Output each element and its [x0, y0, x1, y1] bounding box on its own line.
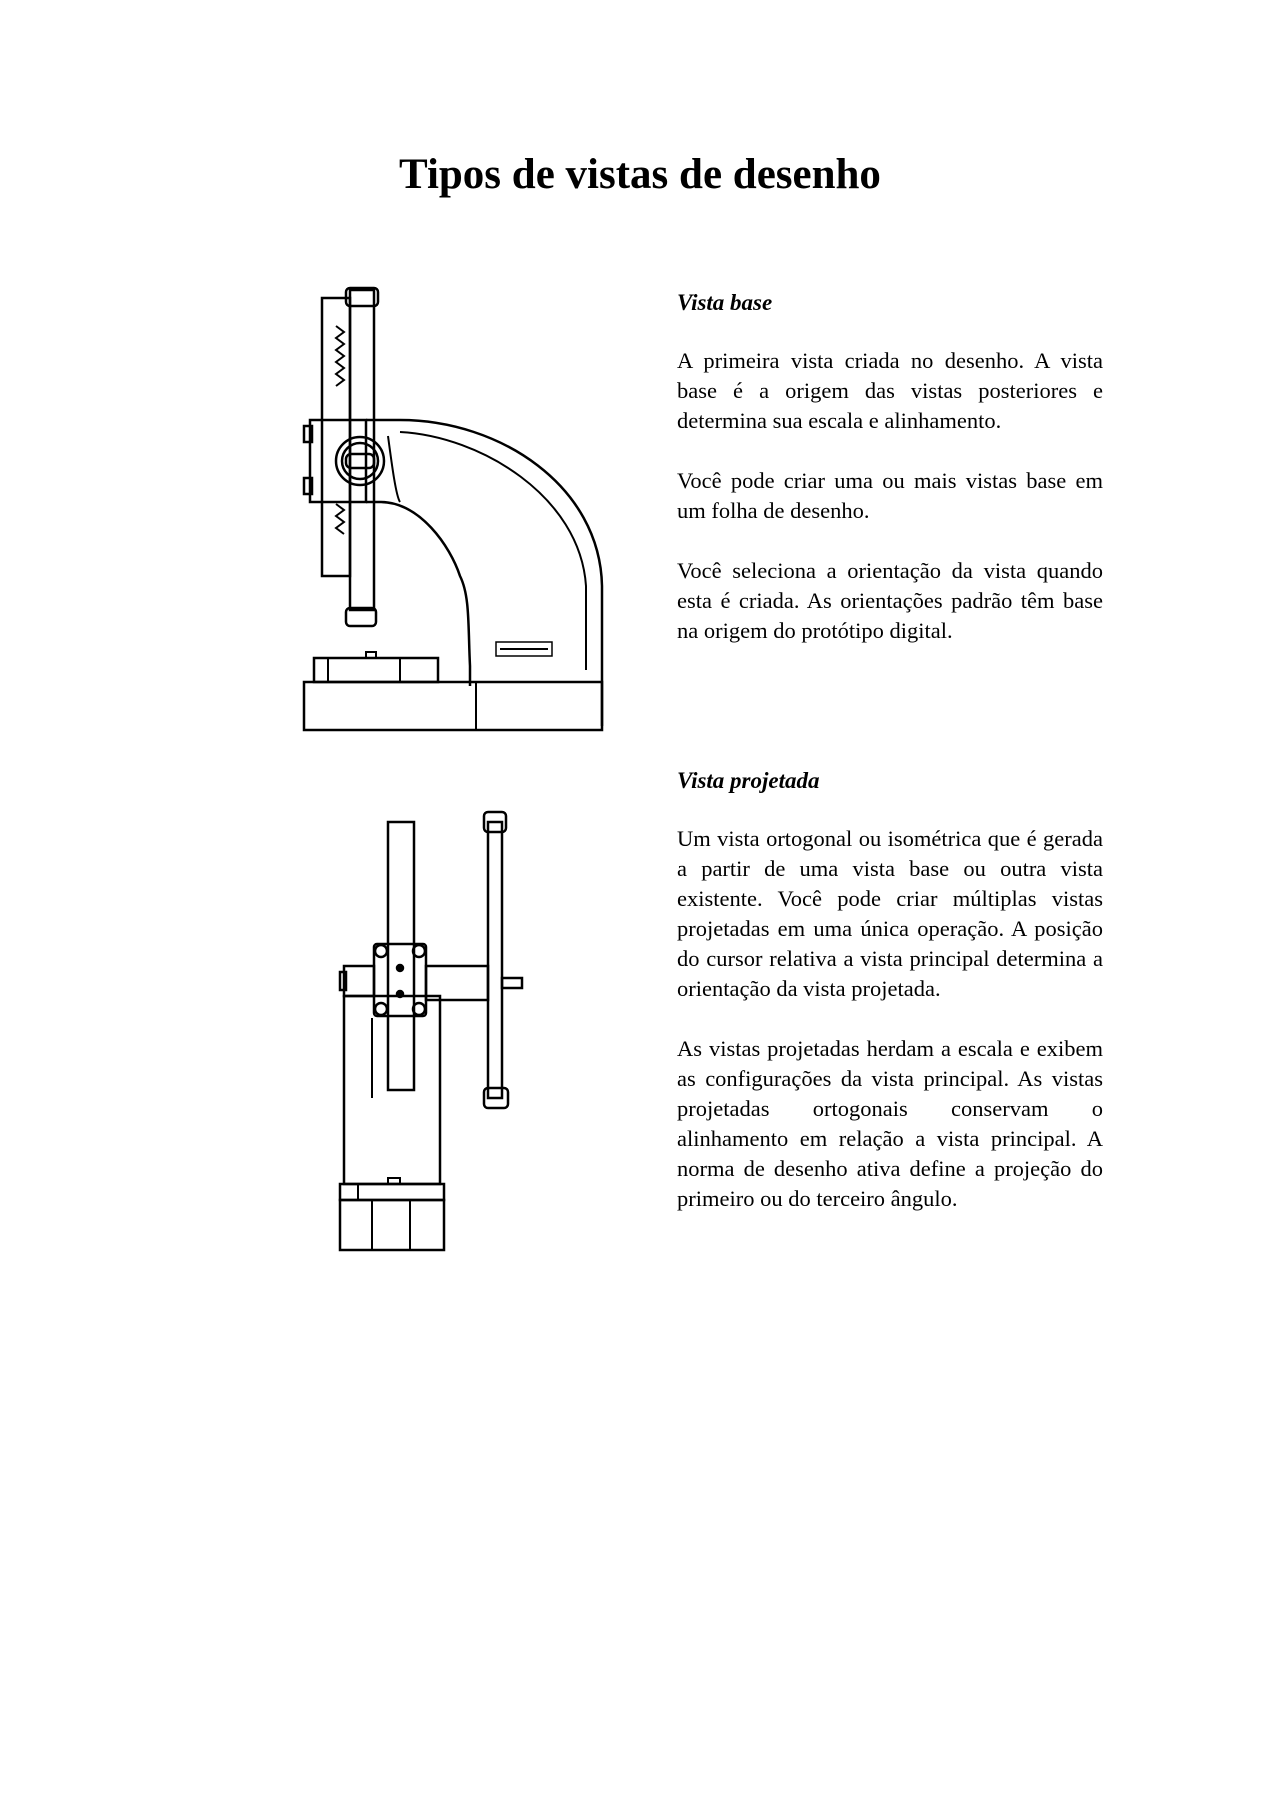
- base-view-drawing: [300, 286, 610, 734]
- section-vista-base: [677, 288, 1103, 676]
- section-heading: Vista projetada: [677, 768, 820, 793]
- section-paragraph: A primeira vista criada no desenho. A vista base é a origem das vistas posteriores e determina sua escala e alinhamento.: [677, 348, 1103, 433]
- page-title: Tipos de vistas de desenho: [399, 151, 881, 198]
- section-paragraph: Um vista ortogonal ou isométrica que é gerada a partir de uma vista base ou outra vista existente. Você pode criar múltiplas vistas projetadas em uma única operação. A posição do cursor relativa a vista principal determina a orientação da vista projetada.: [677, 826, 1103, 1001]
- section-paragraph: Você pode criar uma ou mais vistas base em um folha de desenho.: [677, 468, 1103, 523]
- section-paragraph: Você seleciona a orientação da vista quando esta é criada. As orientações padrão têm base na origem do protótipo digital.: [677, 558, 1103, 643]
- section-heading: Vista base: [677, 290, 773, 315]
- section-paragraph: As vistas projetadas herdam a escala e exibem as configurações da vista principal. As vistas projetadas ortogonais conservam o alinhamento em relação a vista principal. A norma de desenho ativa define a projeção do primeiro ou do terceiro ângulo.: [677, 1036, 1103, 1211]
- section-vista-projetada: [677, 766, 1103, 1244]
- projected-view-drawing: [336, 808, 548, 1256]
